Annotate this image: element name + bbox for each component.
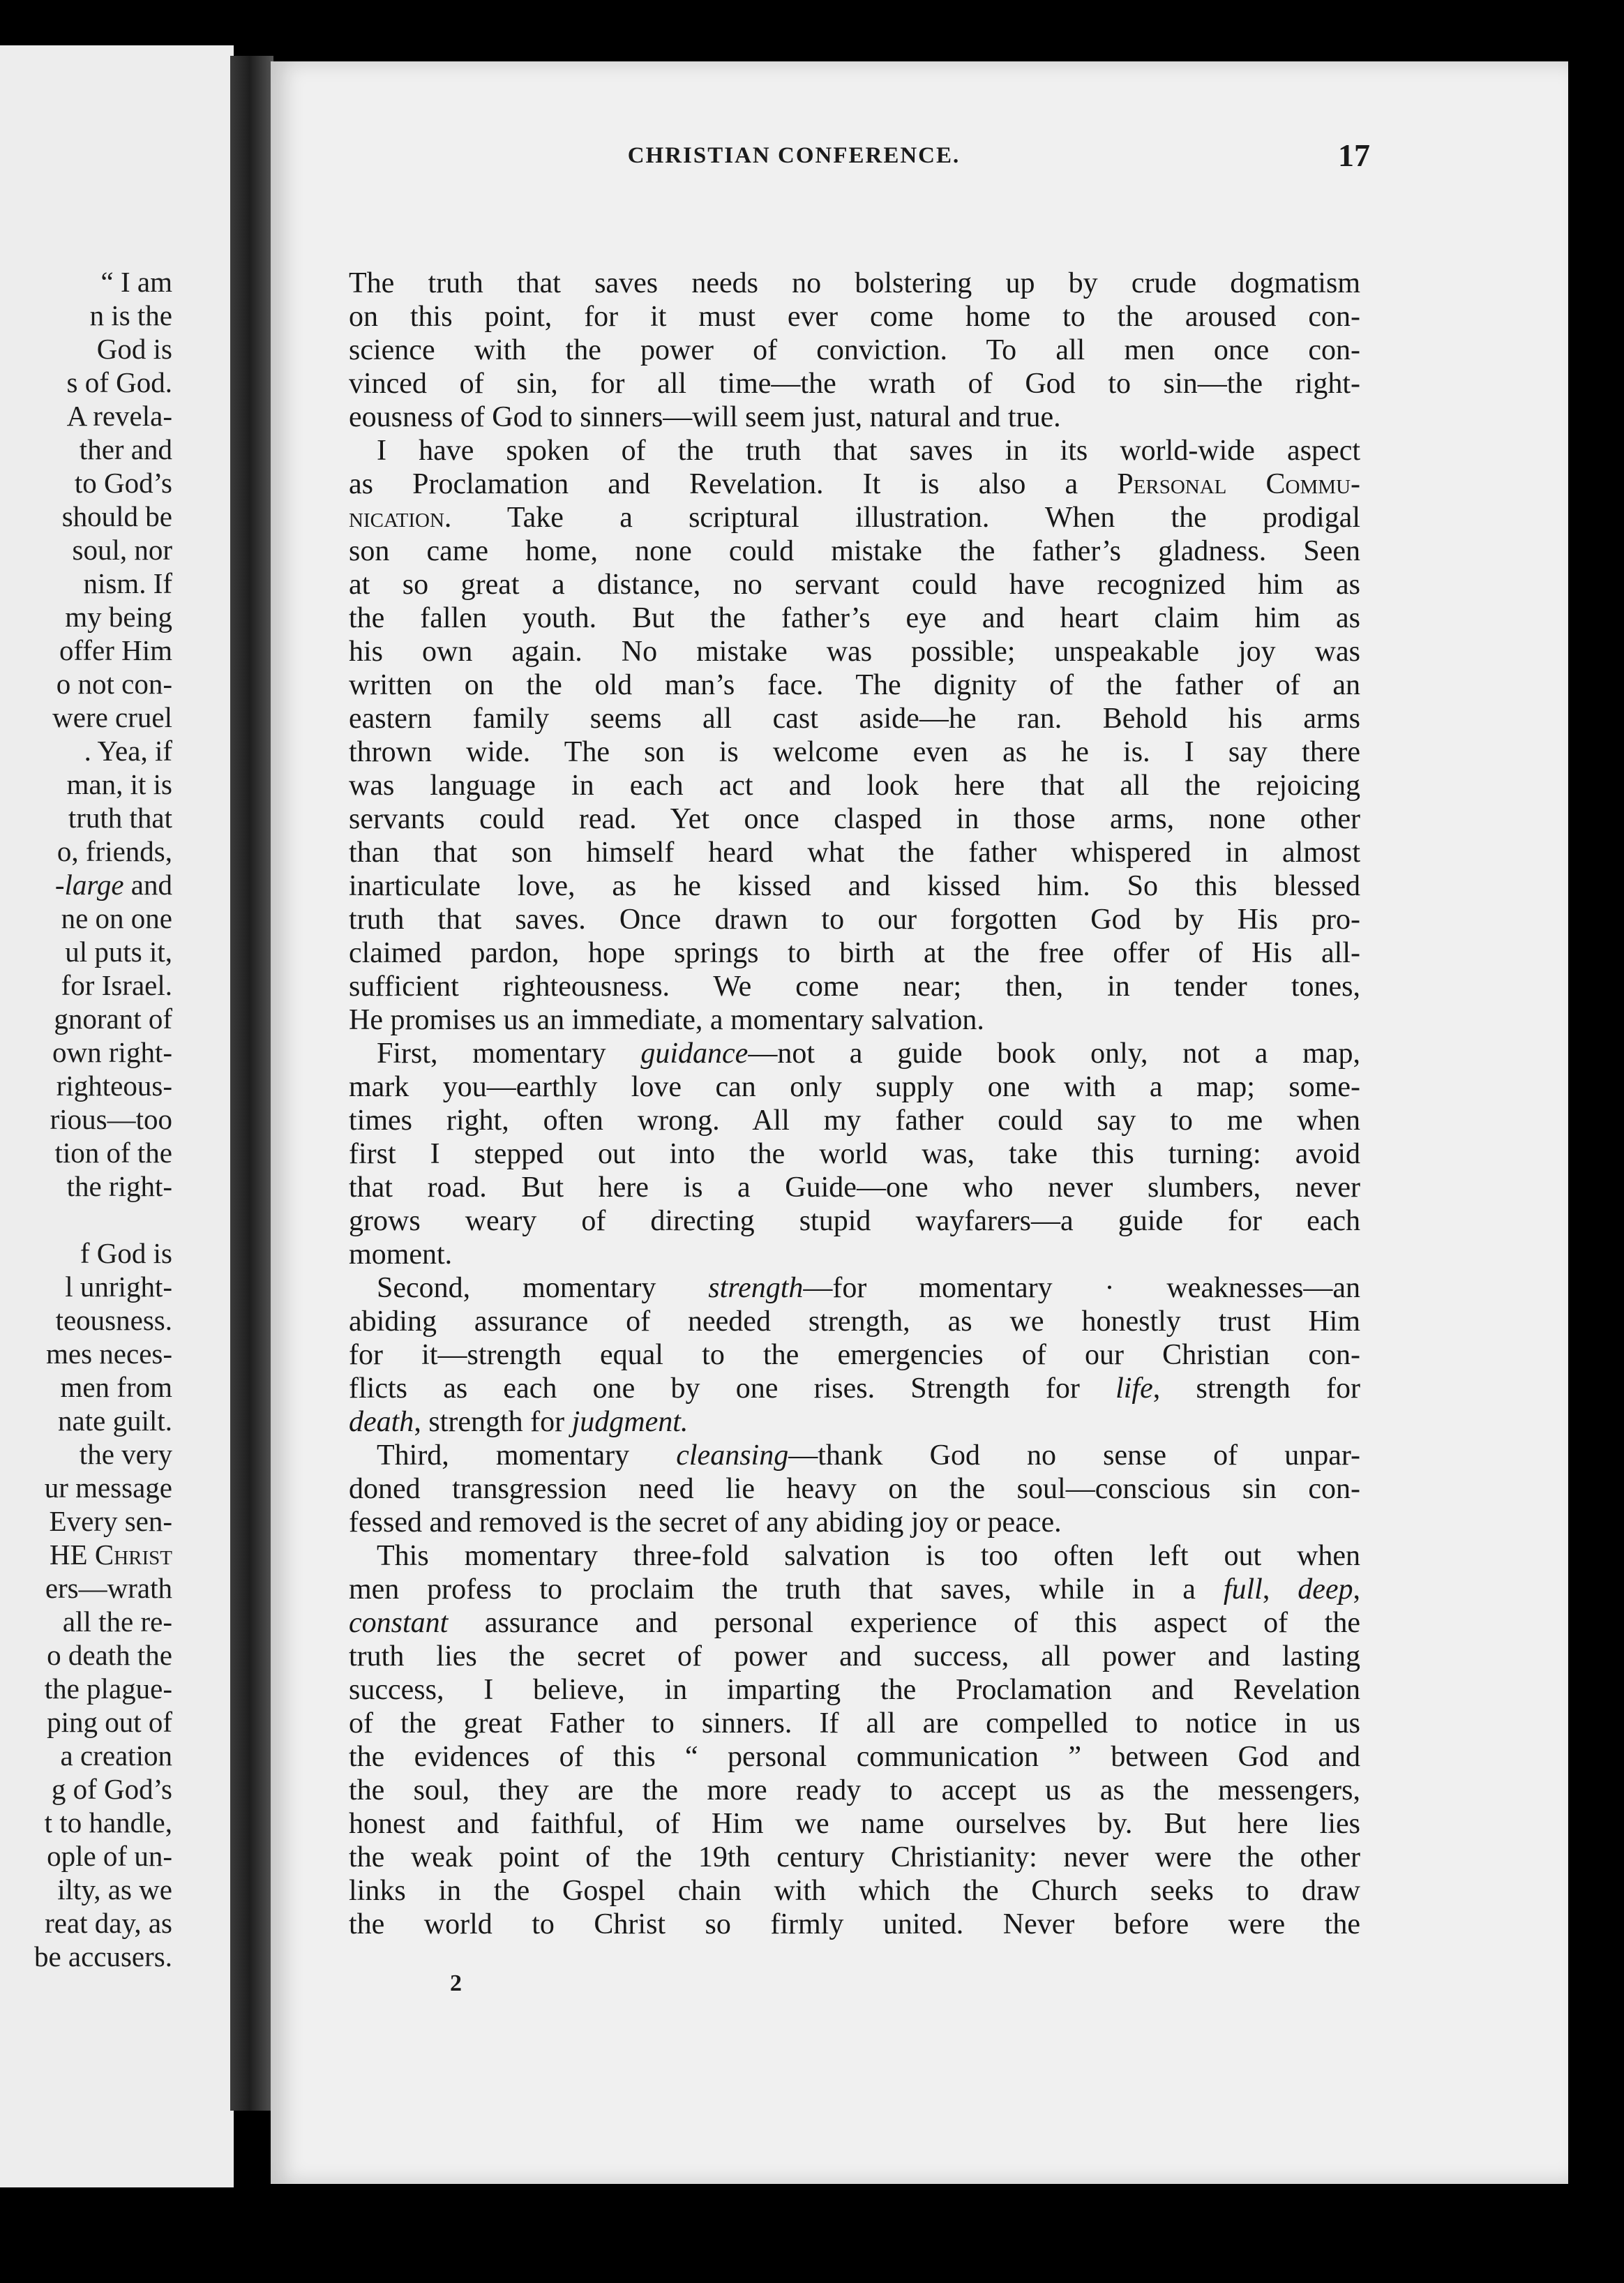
text-line	[349, 1238, 1360, 1271]
left-text-line	[65, 935, 172, 968]
text-run: written on the old man’s face. The dignity of the father of an	[349, 669, 1360, 701]
text-run: God is	[96, 333, 172, 365]
text-line	[349, 903, 1360, 936]
text-run: was language in each act and look here that all the rejoicing	[349, 770, 1360, 802]
page-number: 17	[1338, 137, 1370, 173]
left-text-line	[52, 1772, 172, 1806]
text-run: the soul, they are the more ready to accept us as the messengers,	[349, 1774, 1360, 1806]
text-line	[349, 601, 1360, 635]
text-line	[349, 1271, 1360, 1305]
left-text-line	[47, 1839, 172, 1873]
text-run: ,	[1262, 1573, 1298, 1605]
text-run: the weak point of the 19th century Christianity: never were the other	[349, 1841, 1360, 1873]
text-run: o not con-	[56, 668, 172, 700]
text-run: nate guilt.	[58, 1405, 172, 1437]
text-run: A revela-	[66, 400, 172, 432]
text-run: the plague-	[44, 1672, 172, 1705]
text-run: were cruel	[52, 701, 172, 733]
text-run: thrown wide. The son is welcome even as he is. I say there	[349, 736, 1360, 768]
text-run: eousness of God to sinners—will seem just, natural and true.	[349, 401, 1061, 433]
text-line	[349, 1640, 1360, 1673]
text-line	[349, 1606, 1360, 1640]
text-run: at so great a distance, no servant could have recognized him as	[349, 569, 1360, 601]
running-head: CHRISTIAN CONFERENCE.	[627, 143, 961, 168]
text-run: ne on one	[61, 902, 172, 934]
left-text-line	[57, 834, 172, 868]
text-run: ilty, as we	[57, 1873, 172, 1906]
left-text-line	[90, 299, 172, 332]
text-line	[349, 267, 1360, 300]
text-run: truth that	[68, 802, 172, 834]
text-run: s of God.	[66, 366, 172, 398]
left-text-line	[50, 1504, 172, 1538]
text-run: to God’s	[74, 467, 172, 499]
left-text-line	[83, 567, 172, 600]
text-run: . Yea, if	[84, 735, 172, 767]
text-run: moment.	[349, 1238, 453, 1271]
text-run: of the great Father to sinners. If all are compelled to notice in us	[349, 1707, 1360, 1739]
text-run: own right-	[52, 1036, 172, 1068]
left-text-line	[65, 600, 172, 634]
text-run: soul, nor	[72, 534, 172, 566]
left-text-line	[34, 1940, 172, 1973]
text-run: —not a guide book only, not a map,	[748, 1038, 1360, 1070]
italic-text: cleansing	[676, 1439, 789, 1472]
text-run: men from	[60, 1371, 172, 1403]
text-line	[349, 1137, 1360, 1171]
italic-text: -large	[54, 869, 124, 901]
text-run: vinced of sin, for all time—the wrath of God to sin—the right-	[349, 368, 1360, 400]
text-run: times right, often wrong. All my father could say to me when	[349, 1105, 1360, 1137]
text-run: mark you—earthly love can only supply one with a map; some-	[349, 1071, 1360, 1103]
text-run: as Proclamation and Revelation. It is also a	[349, 468, 1118, 500]
page-body-text	[349, 267, 1360, 1941]
left-text-line	[80, 433, 172, 466]
text-line	[349, 334, 1360, 367]
signature-mark: 2	[450, 1970, 462, 1996]
left-text-line	[97, 332, 172, 366]
text-run: l unright-	[65, 1271, 172, 1303]
text-line	[349, 1472, 1360, 1506]
left-text-line	[67, 366, 172, 399]
left-text-line	[57, 667, 172, 701]
text-line	[349, 668, 1360, 702]
left-text-line	[54, 1136, 172, 1169]
left-text-line	[52, 1035, 172, 1069]
left-text-line	[67, 1169, 172, 1203]
text-run: He promises us an immediate, a momentary salvation.	[349, 1004, 984, 1036]
text-run: This momentary three-fold salvation is too often left out when	[377, 1540, 1360, 1572]
text-run: righteous-	[56, 1070, 172, 1102]
text-run: , strength for	[1152, 1372, 1360, 1405]
italic-text: full	[1223, 1573, 1263, 1605]
text-run: f God is	[80, 1237, 172, 1269]
text-run: son came home, none could mistake the father’s gladness. Seen	[349, 535, 1360, 567]
text-run: the very	[79, 1438, 172, 1470]
left-text-line	[56, 1303, 172, 1337]
text-run: first I stepped out into the world was, take this turning: avoid	[349, 1138, 1360, 1170]
left-text-line	[46, 1337, 172, 1370]
text-run: eastern family seems all cast aside—he ran. Behold his arms	[349, 703, 1360, 735]
left-text-line	[45, 1906, 172, 1940]
text-run: man, it is	[66, 768, 172, 800]
text-run: g of God’s	[51, 1773, 172, 1805]
text-line	[349, 702, 1360, 735]
text-line	[349, 802, 1360, 836]
text-line	[349, 970, 1360, 1003]
left-text-line	[45, 1672, 172, 1705]
text-line	[349, 936, 1360, 970]
text-run: assurance and personal experience of this aspect of the	[448, 1607, 1360, 1639]
text-run: —thank God no sense of unpar-	[788, 1439, 1360, 1472]
text-run: claimed pardon, hope springs to birth at the free offer of His all-	[349, 937, 1360, 969]
text-line	[349, 1908, 1360, 1941]
text-run: the fallen youth. But the father’s eye and heart claim him as	[349, 602, 1360, 634]
text-run: mes neces-	[46, 1338, 172, 1370]
italic-text: deep	[1298, 1573, 1353, 1605]
italic-text: strength	[708, 1272, 804, 1304]
text-run: abiding assurance of needed strength, as we honestly trust Him	[349, 1305, 1360, 1338]
left-text-line	[55, 868, 172, 901]
text-run: flicts as each one by one rises. Strength for	[349, 1372, 1116, 1405]
left-text-line	[47, 1638, 172, 1672]
text-run: ers—wrath	[45, 1572, 172, 1604]
text-run: Second, momentary	[377, 1272, 709, 1304]
left-text-line	[67, 768, 172, 801]
text-line	[349, 1506, 1360, 1539]
left-text-line	[101, 265, 172, 299]
left-text-line	[52, 701, 172, 734]
small-caps-text: HE Christ	[49, 1539, 172, 1571]
text-line	[349, 1003, 1360, 1037]
text-run: nism. If	[83, 567, 172, 599]
text-line	[349, 1305, 1360, 1338]
text-run: men profess to proclaim the truth that saves, while in a	[349, 1573, 1224, 1605]
text-run: o, friends,	[57, 835, 172, 867]
text-run: the evidences of this “ personal communication ” between God and	[349, 1741, 1360, 1773]
italic-text: constant	[349, 1607, 449, 1639]
text-run: science with the power of conviction. To all men once con-	[349, 334, 1360, 366]
left-text-line	[61, 1739, 172, 1772]
text-run: “ I am	[100, 266, 172, 298]
text-run: all the re-	[62, 1605, 172, 1638]
left-text-line	[63, 1605, 172, 1638]
text-run: be accusers.	[33, 1940, 172, 1973]
text-run: teousness.	[55, 1304, 172, 1336]
text-run: links in the Gospel chain with which the Church seeks to draw	[349, 1875, 1360, 1907]
text-line	[349, 1037, 1360, 1070]
left-text-line	[45, 1806, 172, 1839]
text-run: rious—too	[50, 1103, 172, 1135]
text-line	[349, 1405, 1360, 1439]
text-run: , strength for	[414, 1406, 572, 1438]
text-line	[349, 568, 1360, 601]
text-run: inarticulate love, as he kissed and kissed him. So this blessed	[349, 870, 1360, 902]
text-line	[349, 367, 1360, 401]
text-run: for Israel.	[61, 969, 172, 1001]
text-run: sufficient righteousness. We come near; then, in tender tones,	[349, 971, 1360, 1003]
text-run: t to handle,	[44, 1806, 172, 1839]
text-run: ur message	[44, 1472, 172, 1504]
left-text-line	[73, 533, 173, 567]
italic-text: life	[1115, 1372, 1153, 1405]
left-text-line	[61, 901, 172, 935]
left-text-line	[45, 1471, 172, 1504]
text-line	[349, 1372, 1360, 1405]
text-run: than that son himself heard what the father whispered in almost	[349, 837, 1360, 869]
text-run: his own again. No mistake was possible; unspeakable joy was	[349, 636, 1360, 668]
text-line	[349, 1673, 1360, 1707]
left-text-line	[68, 801, 172, 834]
left-text-line	[57, 1069, 172, 1102]
text-run: offer Him	[59, 634, 172, 666]
left-text-line	[62, 500, 172, 533]
text-line	[349, 1204, 1360, 1238]
text-run: truth that saves. Once drawn to our forgotten God by His pro-	[349, 904, 1360, 936]
small-caps-text: nication.	[349, 502, 452, 534]
text-run: a creation	[60, 1739, 172, 1772]
text-line	[349, 434, 1360, 467]
left-text-line	[50, 1538, 172, 1571]
text-line	[349, 1740, 1360, 1774]
text-line	[349, 1874, 1360, 1908]
text-run: reat day, as	[45, 1907, 172, 1939]
left-text-line	[47, 1705, 172, 1739]
text-run: ople of un-	[47, 1840, 172, 1872]
text-run: gnorant of	[54, 1003, 172, 1035]
text-line	[349, 1338, 1360, 1372]
left-text-line	[60, 1370, 172, 1404]
text-run: doned transgression need lie heavy on the soul—conscious sin con-	[349, 1473, 1360, 1505]
italic-text: death	[349, 1406, 414, 1438]
text-line	[349, 1171, 1360, 1204]
text-line	[349, 869, 1360, 903]
text-run: Take a scriptural illustration. When the prodigal	[451, 502, 1360, 534]
left-text-line	[67, 399, 172, 433]
text-run: should be	[61, 500, 172, 532]
text-run: tion of the	[54, 1137, 172, 1169]
text-run: truth lies the secret of power and success, all power and lasting	[349, 1640, 1360, 1672]
text-line	[349, 735, 1360, 769]
left-text-line	[50, 1102, 172, 1136]
text-run: ping out of	[47, 1706, 172, 1738]
text-line	[349, 1539, 1360, 1573]
text-line	[349, 1807, 1360, 1841]
text-line	[349, 1439, 1360, 1472]
text-run: success, I believe, in imparting the Proclamation and Revelation	[349, 1674, 1360, 1706]
text-run: First, momentary	[377, 1038, 641, 1070]
text-line	[349, 1070, 1360, 1104]
left-text-line	[80, 1437, 172, 1471]
text-run: Third, momentary	[377, 1439, 677, 1472]
left-text-line	[65, 1270, 172, 1303]
text-run: servants could read. Yet once clasped in those arms, none other	[349, 803, 1360, 835]
text-run: grows weary of directing stupid wayfarers—a guide for each	[349, 1205, 1360, 1237]
left-text-line	[58, 1404, 172, 1437]
text-run: —for momentary · weaknesses—an	[803, 1272, 1360, 1304]
text-line	[349, 534, 1360, 568]
left-text-line	[84, 734, 172, 768]
text-line	[349, 1774, 1360, 1807]
text-line	[349, 1573, 1360, 1606]
text-run: that road. But here is a Guide—one who never slumbers, never	[349, 1172, 1360, 1204]
left-text-line	[80, 1236, 172, 1270]
text-line	[349, 401, 1360, 434]
text-run: for it—strength equal to the emergencies of our Christian con-	[349, 1339, 1360, 1371]
left-text-line	[61, 968, 172, 1002]
left-page-fragment	[0, 45, 234, 2187]
left-text-line	[45, 1571, 172, 1605]
text-run: n is the	[89, 299, 172, 331]
text-line	[349, 635, 1360, 668]
text-run: on this point, for it must ever come home to the aroused con-	[349, 301, 1360, 333]
text-line	[349, 769, 1360, 802]
left-text-line	[54, 1002, 172, 1035]
text-run: The truth that saves needs no bolstering up by crude dogmatism	[349, 267, 1360, 299]
text-line	[349, 836, 1360, 869]
text-run: honest and faithful, of Him we name ourselves by. But here lies	[349, 1808, 1360, 1840]
text-run: ul puts it,	[65, 936, 172, 968]
small-caps-text: Personal Commu-	[1117, 468, 1361, 500]
italic-text: guidance	[640, 1038, 749, 1070]
text-run: the world to Christ so firmly united. Never before were the	[349, 1908, 1360, 1940]
left-text-line	[59, 634, 172, 667]
text-run: o death the	[47, 1639, 172, 1671]
text-run: fessed and removed is the secret of any abiding joy or peace.	[349, 1506, 1062, 1539]
book-gutter	[230, 56, 273, 2111]
text-run: I have spoken of the truth that saves in its world-wide aspect	[377, 435, 1360, 467]
italic-text: judgment.	[571, 1406, 689, 1438]
text-run: ,	[1353, 1573, 1360, 1605]
text-run: the right-	[66, 1170, 172, 1202]
left-text-line	[75, 466, 172, 500]
text-line	[349, 1104, 1360, 1137]
text-run: Every sen-	[49, 1505, 172, 1537]
text-line	[349, 300, 1360, 334]
text-run: and	[123, 869, 172, 901]
text-line	[349, 467, 1360, 501]
text-run: ther and	[79, 433, 172, 465]
text-run: my being	[65, 601, 172, 633]
text-line	[349, 501, 1360, 534]
text-line	[349, 1707, 1360, 1740]
text-line	[349, 1841, 1360, 1874]
left-text-line	[57, 1873, 172, 1906]
